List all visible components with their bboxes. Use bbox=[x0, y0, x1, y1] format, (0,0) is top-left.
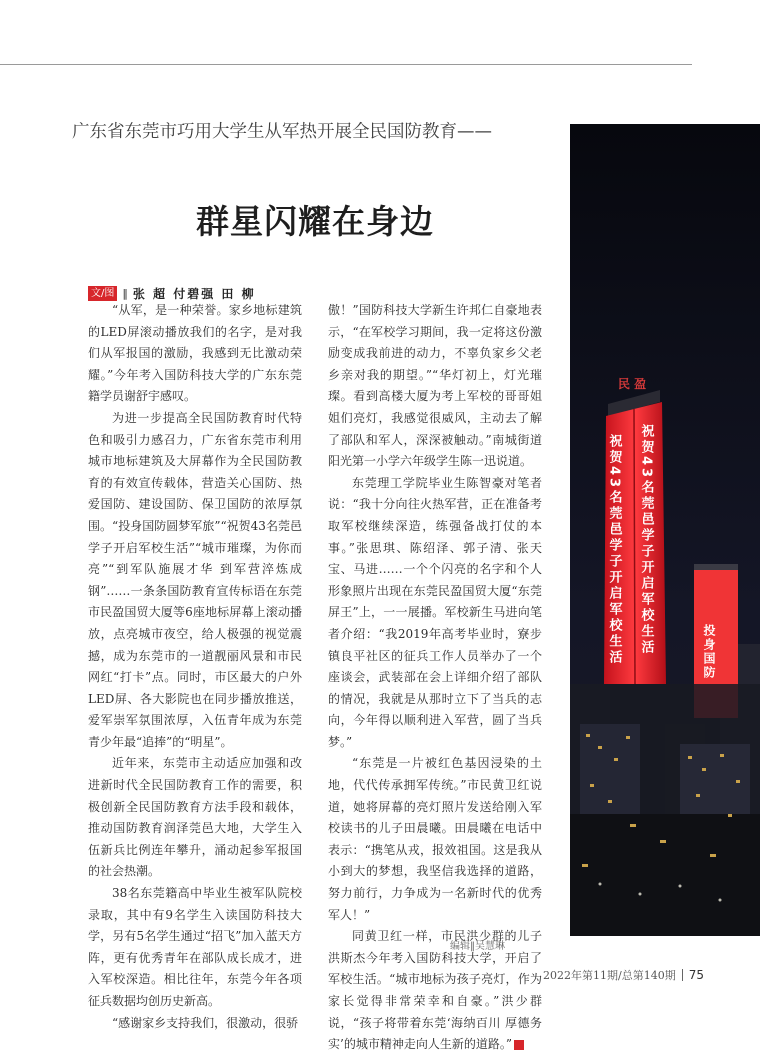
article-subtitle: 广东省东莞市巧用大学生从军热开展全民国防教育—— bbox=[72, 122, 492, 142]
byline-tag: 文/图 bbox=[88, 286, 117, 301]
issue-info: 2022年第11期/总第140期 bbox=[543, 969, 676, 982]
tower-right-text: 祝贺43名莞邑学子开启军校生活 bbox=[638, 424, 654, 657]
paragraph: “感谢家乡支持我们，很激动，很骄 bbox=[112, 1015, 299, 1030]
paragraph: “从军，是一种荣誉。家乡地标建筑的LED屏滚动播放我们的名字，是对我们从军报国的激励，我感到无比激动荣耀。”今年考入国防科技大学的广东东莞籍学员谢舒宇感叹。 bbox=[88, 303, 302, 404]
editor-credit: 编辑‖吴慧琳 bbox=[450, 941, 505, 952]
paragraph-text: 同黄卫红一样，市民洪少群的儿子洪斯杰今年考入国防科技大学，开启了军校生活。“城市地标为孩子亮灯，作为家长觉得非常荣幸和自豪。”洪少群说，“孩子将带着东莞‘海纳百川 厚德务实’的城市精神走向人生新的道路。” bbox=[328, 929, 542, 1052]
article-title: 群星闪耀在身边 bbox=[196, 202, 434, 241]
end-mark-icon: G bbox=[514, 1040, 524, 1050]
foreground-trees bbox=[570, 814, 760, 936]
byline-separator: ‖ bbox=[122, 286, 128, 300]
page-number: 75 bbox=[688, 968, 704, 982]
paragraph: 38名东莞籍高中毕业生被军队院校录取，其中有9名学生入读国防科技大学，另有5名学生通过“招飞”加入蓝天方阵，更有优秀青年在部队成长成才，进入军校深造。相比往年，东莞今年各项征兵数据均创历史新高。 bbox=[88, 886, 302, 1008]
tower-left-text: 祝贺43名莞邑学子开启军校生活 bbox=[606, 434, 622, 667]
tower-edge bbox=[634, 409, 635, 684]
text-column-1 bbox=[88, 300, 302, 1034]
second-tower-text: 投身国防 bbox=[702, 624, 716, 680]
top-rule bbox=[0, 64, 692, 65]
tower-logo: 民 盈 bbox=[618, 377, 647, 391]
paragraph: 为进一步提高全民国防教育时代特色和吸引力感召力，广东省东莞市利用城市地标建筑及大屏幕作为全民国防教育的有效宣传载体，营造关心国防、热爱国防、建设国防、保卫国防的浓厚氛围。“投身国防圆梦军旅”“祝贺43名莞邑学子开启军校生活”“城市璀璨，为你而亮”“到军队施展才华 到军营淬炼成钢”……一条条国防教育宣传标语在东莞市民盈国贸大厦等6座地标屏幕上滚动播放，点亮城市夜空，给人极强的视觉震撼，成为东莞市的一道靓丽风景和市民网红“打卡”点。同时，市区最大的户外LED屏、各大影院也在同步播放推送，爱军崇军氛围浓厚，入伍青年成为东莞青少年最“追捧”的“明星”。 bbox=[88, 410, 302, 749]
paragraph: 东莞理工学院毕业生陈智豪对笔者说：“我十分向往火热军营，正在准备考取军校继续深造，练强备战打仗的本事。”张思琪、陈绍泽、郭子清、张天宝、马进……一个个闪亮的名字和个人形象照片出现在东莞民盈国贸大厦“东莞屏王”上，一一展播。军校新生马进向笔者介绍：“我2019年高考毕业时，寮步镇良平社区的征兵工作人员举办了一个座谈会，武装部在会上详细介绍了部队的情况，我就是从那时立下了当兵的志向，今年得以顺利进入军营，圆了当兵梦。” bbox=[328, 475, 542, 749]
byline-authors: 张 超 付碧强 田 柳 bbox=[132, 286, 256, 301]
photo-illustration bbox=[570, 124, 760, 936]
page-footer bbox=[543, 967, 704, 983]
night-city-photo bbox=[570, 124, 760, 936]
second-tower-top bbox=[694, 564, 738, 570]
paragraph: 傲！”国防科技大学新生许邦仁自豪地表示，“在军校学习期间，我一定将这份激励变成我前进的动力，不辜负家乡父老乡亲对我的期望。”“华灯初上，灯光璀璨。看到高楼大厦为考上军校的哥哥姐姐们亮灯，我感觉很威风，主动去了解了部队和军人，深深被触动。”南城街道阳光第一小学六年级学生陈一迅说道。 bbox=[328, 303, 542, 469]
paragraph: 近年来，东莞市主动适应加强和改进新时代全民国防教育工作的需要，积极创新全民国防教育方法手段和载体，推动国防教育润泽莞邑大地，大学生入伍新兵比例连年攀升，涌动起参军报国的社会热潮。 bbox=[88, 756, 302, 879]
footer-divider bbox=[682, 969, 683, 981]
paragraph: “东莞是一片被红色基因浸染的土地，代代传承拥军传统。”市民黄卫红说道，她将屏幕的亮灯照片发送给刚入军校读书的儿子田晨曦。田晨曦在电话中表示：“携笔从戎，报效祖国。这是我从小到大的梦想，我坚信我选择的道路，努力前行，力争成为一名新时代的优秀军人！” bbox=[328, 756, 542, 922]
